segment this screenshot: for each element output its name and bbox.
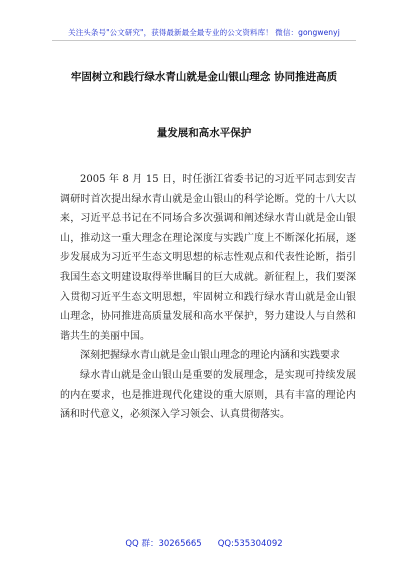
document-title-line-1: 牢固树立和践行绿水青山就是金山银山理念 协同推进高质: [70, 71, 338, 83]
footer-qq-group: QQ 群：30265665: [125, 539, 202, 549]
footer-contact: [0, 537, 408, 549]
header-divider: [52, 40, 356, 41]
paragraph: 绿水青山就是金山银山是重要的发展理念，是实现可持续发展的内在要求，也是推进现代化建设的重大原则，具有丰富的理论内涵和时代意义，必须深入学习领会、认真贯彻落实。: [60, 369, 356, 421]
document-title-line-2: 量发展和高水平保护: [156, 127, 252, 139]
document-body: [60, 170, 356, 425]
header-banner: 关注头条号"公文研究"，获得最新最全最专业的公文资料库！ 微信：gongwenyj: [68, 28, 340, 37]
section-heading: 深刻把握绿水青山就是金山银山理念的理论内涵和实践要求: [80, 350, 340, 362]
paragraph: 2005 年 8 月 15 日，时任浙江省委书记的习近平同志到安吉调研时首次提出绿水青山就是金山银山的科学论断。党的十八大以来，习近平总书记在不同场合多次强调和阐述绿水青山就是金山银山，推动这一重大理念在理论深度与实践广度上不断深化拓展，逐步发展成为习近平生态文明思想的标志性观点和代表性论断，指引我国生态文明建设取得举世瞩目的巨大成就。新征程上，我们要深入贯彻习近平生态文明思想，牢固树立和践行绿水青山就是金山银山理念，协同推进高质量发展和高水平保护，努力建设人与自然和谐共生的美丽中国。: [60, 174, 356, 342]
footer-qq-number: QQ:535304092: [217, 539, 283, 549]
